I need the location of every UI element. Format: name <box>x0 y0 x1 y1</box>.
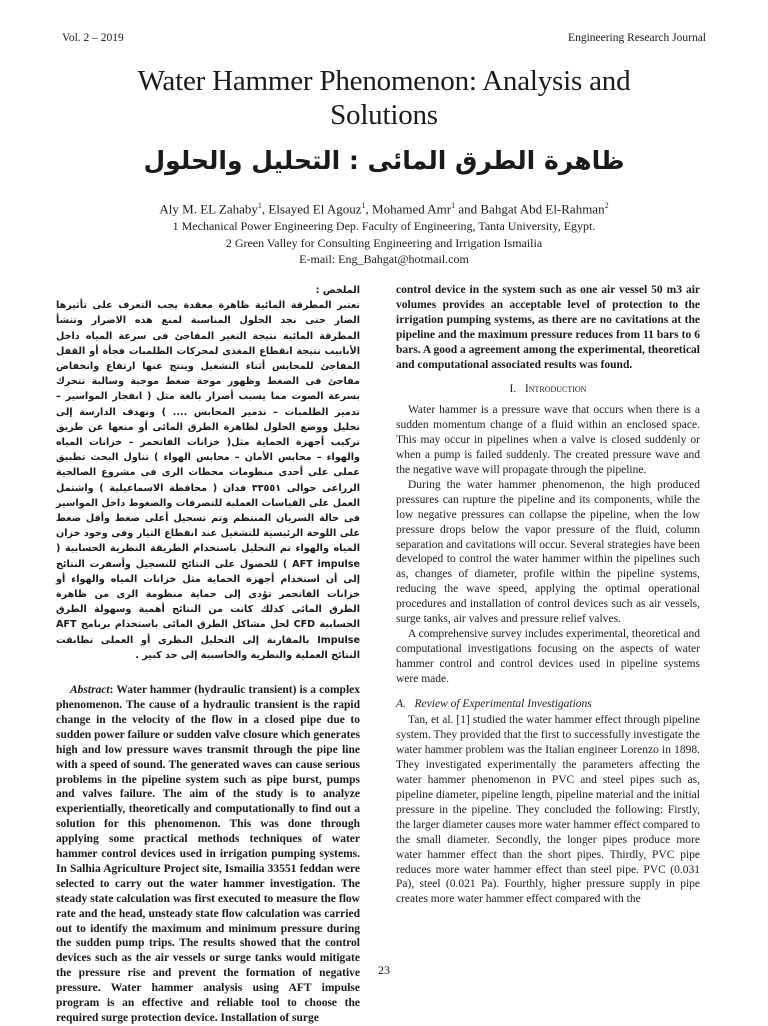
intro-paragraph-2: During the water hammer phenomenon, the high produced pressures can rupture the pipeline and its components, while the low negative pressures can collapse the pipeline, when the low pressure drops below the vapor pressure of the fluid, column separation and cavitations will occur. Several strategies have been developed to control the water hammer within the pipelines such as, changes of diameter, profile within the pipeline systems, reducing the wave speed, applying the optimal operational procedures and installation of control devices such as air vessels, surge tanks, air valves and pressure relief valves. <box>396 478 700 626</box>
arabic-abstract <box>56 283 360 663</box>
intro-paragraph-1: Water hammer is a pressure wave that occurs when there is a sudden momentum change of a fluid within an enclosed space. This may occur in pipelines when a valve is closed suddenly or when a pump is failed suddenly. The created pressure wave and the negative wave will propagate through the pipeline. <box>396 404 700 476</box>
author-list <box>60 201 708 217</box>
section-heading-introduction <box>396 382 700 397</box>
author-3: , Mohamed Amr <box>365 201 452 217</box>
author-3-affiliation: 1 <box>451 201 456 210</box>
section-title: Introduction <box>524 383 587 396</box>
subsection-number: A. <box>396 697 406 710</box>
abstract-label: Abstract <box>70 684 110 697</box>
header-volume: Vol. 2 – 2019 <box>62 32 124 44</box>
paper-title <box>60 64 708 132</box>
affiliation-2: 2 Green Valley for Consulting Engineering and Irrigation Ismailia <box>225 236 543 250</box>
header-journal: Engineering Research Journal <box>568 32 706 44</box>
intro-paragraph-3: A comprehensive survey includes experimental, theoretical and computational investigations focusing on the aspects of water hammer control and control devices used in pipeline systems were made. <box>396 627 700 685</box>
right-column <box>396 283 700 907</box>
affiliation-1: 1 Mechanical Power Engineering Dep. Faculty of Engineering, Tanta University, Egypt. <box>172 219 596 233</box>
subsection-title: Review of Experimental Investigations <box>414 697 592 710</box>
subsection-heading-review <box>396 697 700 712</box>
author-2-affiliation: 1 <box>361 201 366 210</box>
page-number: 23 <box>378 963 390 977</box>
title-line-2: Solutions <box>330 99 438 131</box>
arabic-abstract-label: الملخص : <box>315 285 360 296</box>
review-paragraph-1: Tan, et al. [1] studied the water hammer effect through pipeline system. They provided that the first to successfully investigate the water hammer problem was the Italian engineer Lorenzo in 1898. They investigated experimentally the parameters affecting the water hammer phenomenon in PVC and steel pipes such as, pipeline diameter, pipeline length, pipeline material and the initial pressure in the pipeline. They concluded the following: Firstly, the larger diameter causes more water hammer effect compared to the small diameter. Secondly, the longer pipes produce more water hammer effect than the short pipes. Thirdly, PVC pipe reduces more water hammer effect than steel pipe. PVC (0.031 Pa), steel (0.021 Pa). Fourthly, higher pressure supply in pipe creates more water hammer effect compared with the <box>396 714 700 906</box>
author-4: and Bahgat Abd El-Rahman <box>455 201 605 217</box>
author-1: Aly M. EL Zahaby <box>159 201 258 217</box>
section-number: I. <box>509 383 517 396</box>
author-4-affiliation: 2 <box>604 201 609 210</box>
arabic-abstract-text: تعتبر المطرقة المائية ظاهرة معقدة يجب التعرف على تأثيرها الضار حتى نجد الحلول المناسبة لمنع هذه الاضرار وتنشأ المطرقة المائية نتيجة التغير المفاجئ فى سرعة المياه داخل الأنابيب نتيجة انقطاع المغذى لمحركات الطلمبات فجأة أو القفل المفاجئ للمحابس أثناء التشغيل وينتج عنها ارتفاع وانخفاض مفاجئ فى الضغط وظهور موجة ضغط موجبة وسالبة تتحرك بسرعة الصوت مما يسبب أضرار بالغة مثل ( انفجار المواسير – تدمير الطلمبات – تدمير المحابس .... ) ونهدف الدارسة إلى تحليل ووضع الحلول لظاهرة الطرق المائى أو منعها عن طريق تركيب أجهزة الحماية مثل( خزانات الفاتحمر – خزانات المياه والهواء – محابس الأمان – محابس الهواء ) تناول البحث تطبيق عملى على أحدى منظومات محطات الرى فى مشروع الصالحية الزراعى حوالى ٣٣٥٥١ فدان ( محافظة الاسماعيلية ) واشتمل العمل على القياسات العملية للتصرفات والضغوط داخل المواسير فى حالة السريان المنتظم وتم تسجيل أعلى ضغط وأقل ضغط على اللوحة الرئيسية للتشغيل عند انقطاع التيار وفى وجود خزان المياه والهواء تم التحليل باستخدام الطريقة النظرية الحسابية ( AFT impulse ) للحصول على النتائج للتسجيل وأسفرت النتائج إلى أن استخدام أجهزة الحماية مثل خزانات المياه والهواء أو خزانات الفاتحمر تؤدى إلى حماية منظومة الرى من ظاهرة الطرق المائى كذلك كانت من النتائج أهمية وسهولة الطرق الحسابية CFD لحل مشاكل الطرق المائى باستخدام برنامج AFT Impulse بالمقارنة إلى التحليل النظرى أو العملى تطابقت النتائج العملية والنظرية والحاسبية إلى حد كبير . <box>56 300 360 661</box>
author-2: , Elsayed El Agouz <box>261 201 362 217</box>
abstract-continued: control device in the system such as one air vessel 50 m3 air volumes provides an acceptable level of protection to the irrigation pumping systems, as there are no cavitations at the pipeline and the maximum pressure reduces from 11 bars to 6 bars. A good a agreement among the experimental, theoretical and computational associated results was found. <box>396 284 700 371</box>
author-1-affiliation: 1 <box>257 201 262 210</box>
title-line-1: Water Hammer Phenomenon: Analysis and <box>137 65 631 97</box>
left-column <box>56 283 360 1026</box>
arabic-title: ظاهرة الطرق المائى : التحليل والحلول <box>143 146 625 175</box>
abstract-text: : Water hammer (hydraulic transient) is a complex phenomenon. The cause of a hydraulic transient is the rapid change in the velocity of the flow in a closed pipe due to sudden power failure or sudden valve closure which generates high and low pressure waves transmit through the pipe line with a speed of sound. The generated waves can cause serious problems in the pipeline system such as pipe burst, pumps and valves failure. The aim of the study is to analyze experientially, theoretically and computationally to find out a solution for this phenomenon. This was done through applying some practical methods techniques of water hammer control devices used in irrigation pumping systems. In Salhia Agriculture Project site, Ismailia 33551 feddan were selected to carry out the water hammer investigation. The steady state calculation was first executed to measure the flow rate and the head, unsteady state flow calculation was carried out to identify the maximum and minimum pressure during the sudden pump trips. The results showed that the control devices such as the air vessels or surge tanks would mitigate the pressure rise and prevent the formation of negative pressure. Water hammer analysis using AFT impulse program is an effective and reliable tool to choose the required surge protection device. Installation of surge <box>56 684 360 1025</box>
contact-email: E-mail: Eng_Bahgat@hotmail.com <box>299 252 469 266</box>
